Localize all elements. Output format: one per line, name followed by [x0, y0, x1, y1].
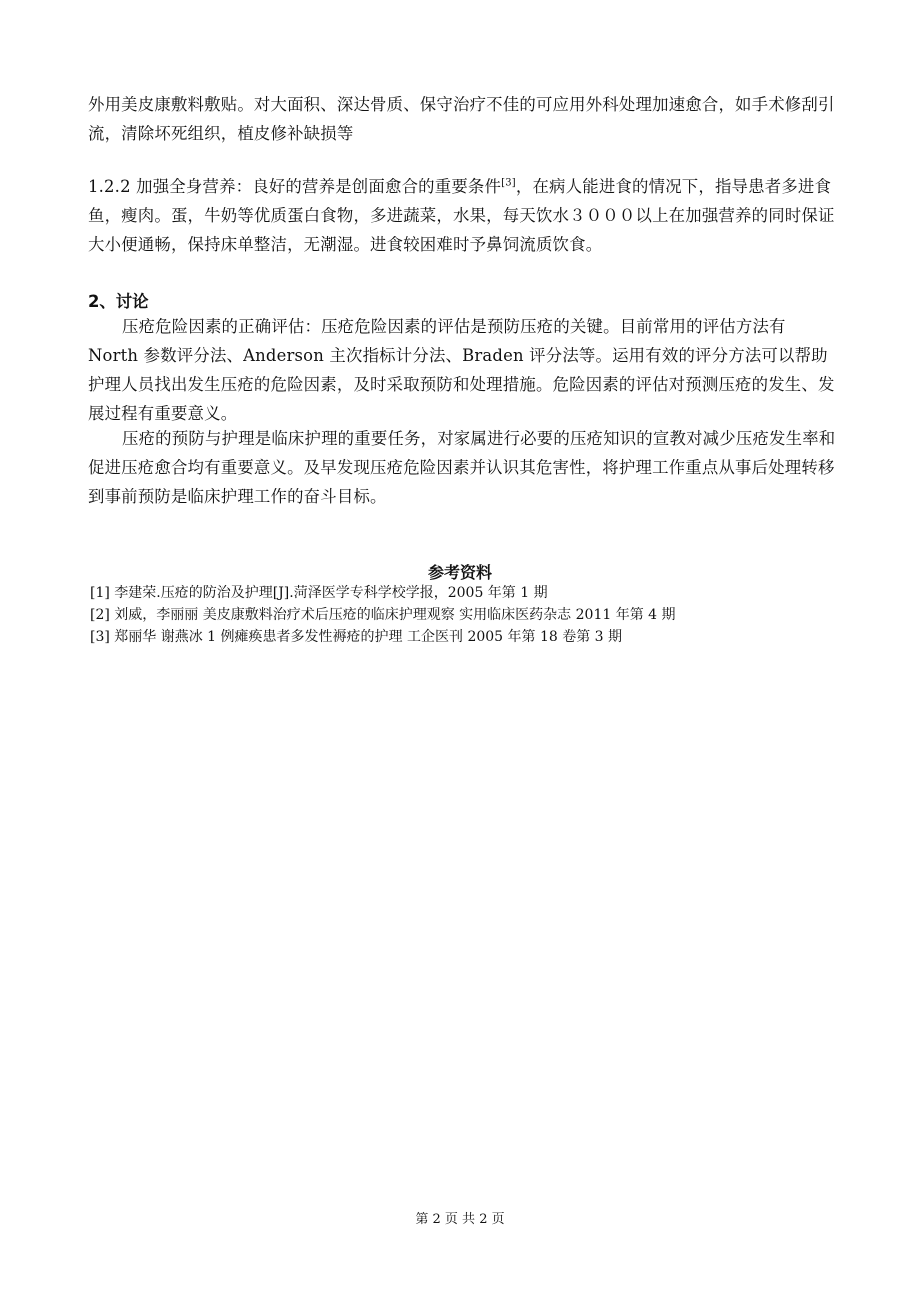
paragraph-risk-assessment: 压疮危险因素的正确评估：压疮危险因素的评估是预防压疮的关键。目前常用的评估方法有 North 参数评分法、Anderson 主次指标计分法、Braden 评分法等。运用有效的评分方法可以帮助护理人员找出发生压疮的危险因素，及时采取预防和处理措施。危险因素的评估对预测压疮的发生、发展过程有重要意义。 [88, 317, 835, 423]
reference-item-2: [2] 刘威，李丽丽 美皮康敷料治疗术后压疮的临床护理观察 实用临床医药杂志 2011 年第 4 期 [90, 607, 676, 623]
paragraph-surgical-treatment: 外用美皮康敷料敷贴。对大面积、深达骨质、保守治疗不佳的可应用外科处理加速愈合，如手术修刮引流，清除坏死组织，植皮修补缺损等 [88, 95, 835, 143]
reference-item-1: [1] 李建荣.压疮的防治及护理[J].菏泽医学专科学校学报，2005 年第 1 期 [90, 585, 548, 601]
nutrition-text-start: 1.2.2 加强全身营养：良好的营养是创面愈合的重要条件 [88, 177, 502, 196]
paragraph-prevention: 压疮的预防与护理是临床护理的重要任务，对家属进行必要的压疮知识的宣教对减少压疮发生率和促进压疮愈合均有重要意义。及早发现压疮危险因素并认识其危害性，将护理工作重点从事后处理转移到事前预防是临床护理工作的奋斗目标。 [88, 429, 836, 506]
references-title: 参考资料 [427, 563, 492, 582]
page-footer: 第 2 页 共 2 页 [415, 1212, 505, 1227]
reference-item-3: [3] 郑丽华 谢燕冰 1 例瘫痪患者多发性褥疮的护理 工企医刊 2005 年第 18 卷第 3 期 [90, 629, 623, 645]
reference-list [90, 582, 850, 648]
paragraph-nutrition [88, 172, 836, 259]
section-heading-discussion: 2、讨论 [88, 292, 149, 311]
citation-3: [3] [501, 177, 516, 189]
nutrition-text-end: ，在病人能进食的情况下，指导患者多进食鱼，瘦肉。蛋，牛奶等优质蛋白食物，多进蔬菜，水果，每天饮水３０００以上在加强营养的同时保证大小便通畅，保持床单整洁，无潮湿。进食较困难时予鼻饲流质饮食。 [88, 177, 835, 254]
